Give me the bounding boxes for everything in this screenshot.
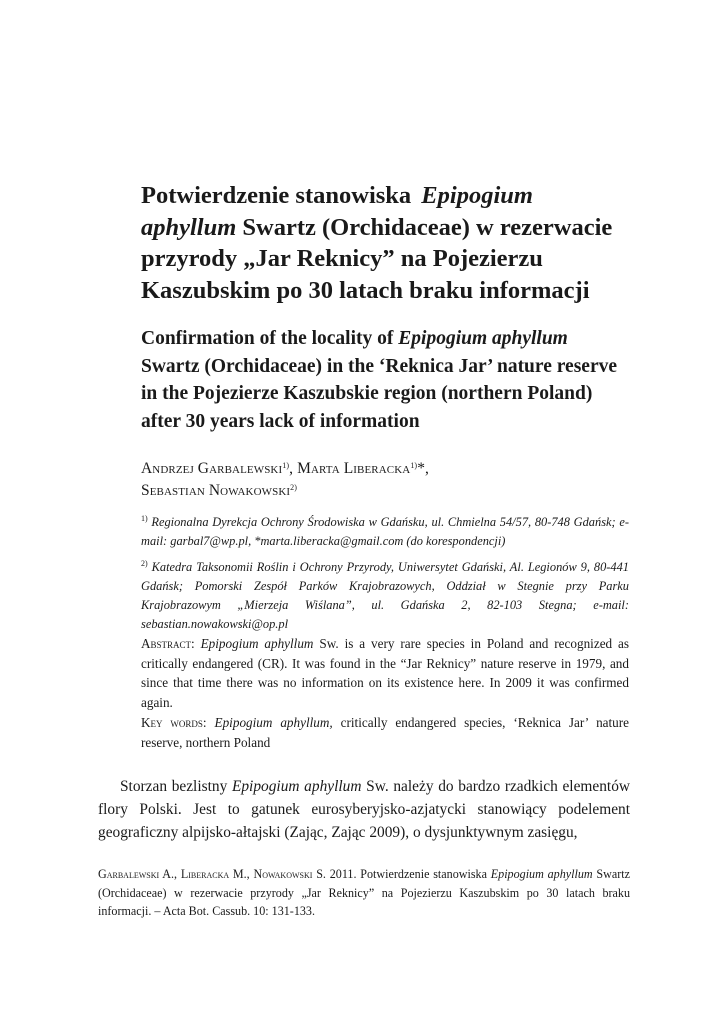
author-affiliation-mark: 1)	[410, 461, 418, 470]
abstract	[141, 634, 629, 712]
title-english	[141, 325, 629, 435]
abstract-label: Abstract:	[141, 636, 195, 651]
body-text-part2: Sw. należy do bardzo rzadkich elementów flory Polski. Jest to gatunek eurosyberyjsko-azjatycki stanowiący podelement geograficzny alpijsko-ałtajski (Zając, Zając 2009), o dysjunktywnym zasięgu,	[98, 778, 631, 841]
title-polish-species: Epipogium aphyllum	[141, 182, 533, 241]
author-list	[141, 458, 629, 502]
author-name: Marta Liberacka	[297, 460, 411, 477]
abstract-species: Epipogium aphyllum	[200, 636, 314, 651]
title-english-part1: Confirmation of the locality of	[141, 328, 394, 349]
affiliation-mark: 1)	[141, 514, 148, 523]
affiliation-1	[141, 513, 629, 551]
title-english-species: Epipogium aphyllum	[398, 328, 568, 349]
title-english-part2: Swartz (Orchidaceae) in the ‘Reknica Jar’ nature reserve in the Pojezierze Kaszubskie region (northern Poland) after 30 years lack of information	[141, 355, 617, 432]
abstract-text: Sw. is a very rare species in Poland and recognized as critically endangered (CR). It was found in the “Jar Reknicy” nature reserve in 1979, and since that time there was no information on its existence here. In 2009 it was confirmed again.	[141, 636, 630, 710]
body-species: Epipogium aphyllum	[231, 778, 362, 795]
author-separator: ,	[289, 460, 294, 477]
title-polish-part1: Potwierdzenie stanowiska	[141, 182, 412, 209]
citation-footer	[98, 865, 630, 921]
body-text-part1: Storzan bezlistny	[120, 778, 228, 795]
keywords	[141, 713, 629, 752]
citation-species: Epipogium aphyllum	[490, 867, 593, 881]
keywords-label: Key words:	[141, 715, 207, 730]
citation-text-part2: Swartz (Orchidaceae) w rezerwacie przyrody „Jar Reknicy” na Pojezierzu Kaszubskim po 30 latach braku informacji. – Acta Bot. Cassub. 10: 131-133.	[98, 867, 631, 918]
keywords-species: Epipogium aphyllum,	[214, 715, 333, 730]
author-affiliation-mark: 1)	[282, 461, 290, 470]
affiliation-text: Regionalna Dyrekcja Ochrony Środowiska w Gdańsku, ul. Chmielna 54/57, 80-748 Gdańsk; e-mail: garbal7@wp.pl, *marta.liberacka@gmail.com (do korespondencji)	[141, 515, 629, 548]
author-name: Sebastian Nowakowski	[141, 482, 291, 499]
author-affiliation-mark: 2)	[290, 483, 297, 492]
title-polish	[141, 180, 629, 306]
body-paragraph	[98, 775, 630, 844]
author-name: Andrzej Garbalewski	[141, 460, 283, 477]
citation-authors: Garbalewski A., Liberacka M., Nowakowski S.	[98, 867, 326, 881]
author-separator: *,	[417, 460, 430, 477]
affiliation-mark: 2)	[141, 559, 148, 568]
citation-text-part1: 2011. Potwierdzenie stanowiska	[329, 867, 487, 881]
affiliation-2	[141, 558, 629, 634]
title-polish-part2: Swartz (Orchidaceae) w rezerwacie przyrody „Jar Reknicy” na Pojezierzu Kaszubskim po 30 latach braku informacji	[141, 213, 613, 304]
keywords-text: critically endangered species, ‘Reknica Jar’ nature reserve, northern Poland	[141, 715, 630, 750]
affiliation-text: Katedra Taksonomii Roślin i Ochrony Przyrody, Uniwersytet Gdański, Al. Legionów 9, 80-441 Gdańsk; Pomorski Zespół Parków Krajobrazowych, Oddział w Stegnie przy Parku Krajobrazowym „Mierzeja Wiślana”, ul. Gdańska 2, 82-103 Stegna; e-mail: sebastian.nowakowski@op.pl	[141, 560, 629, 631]
